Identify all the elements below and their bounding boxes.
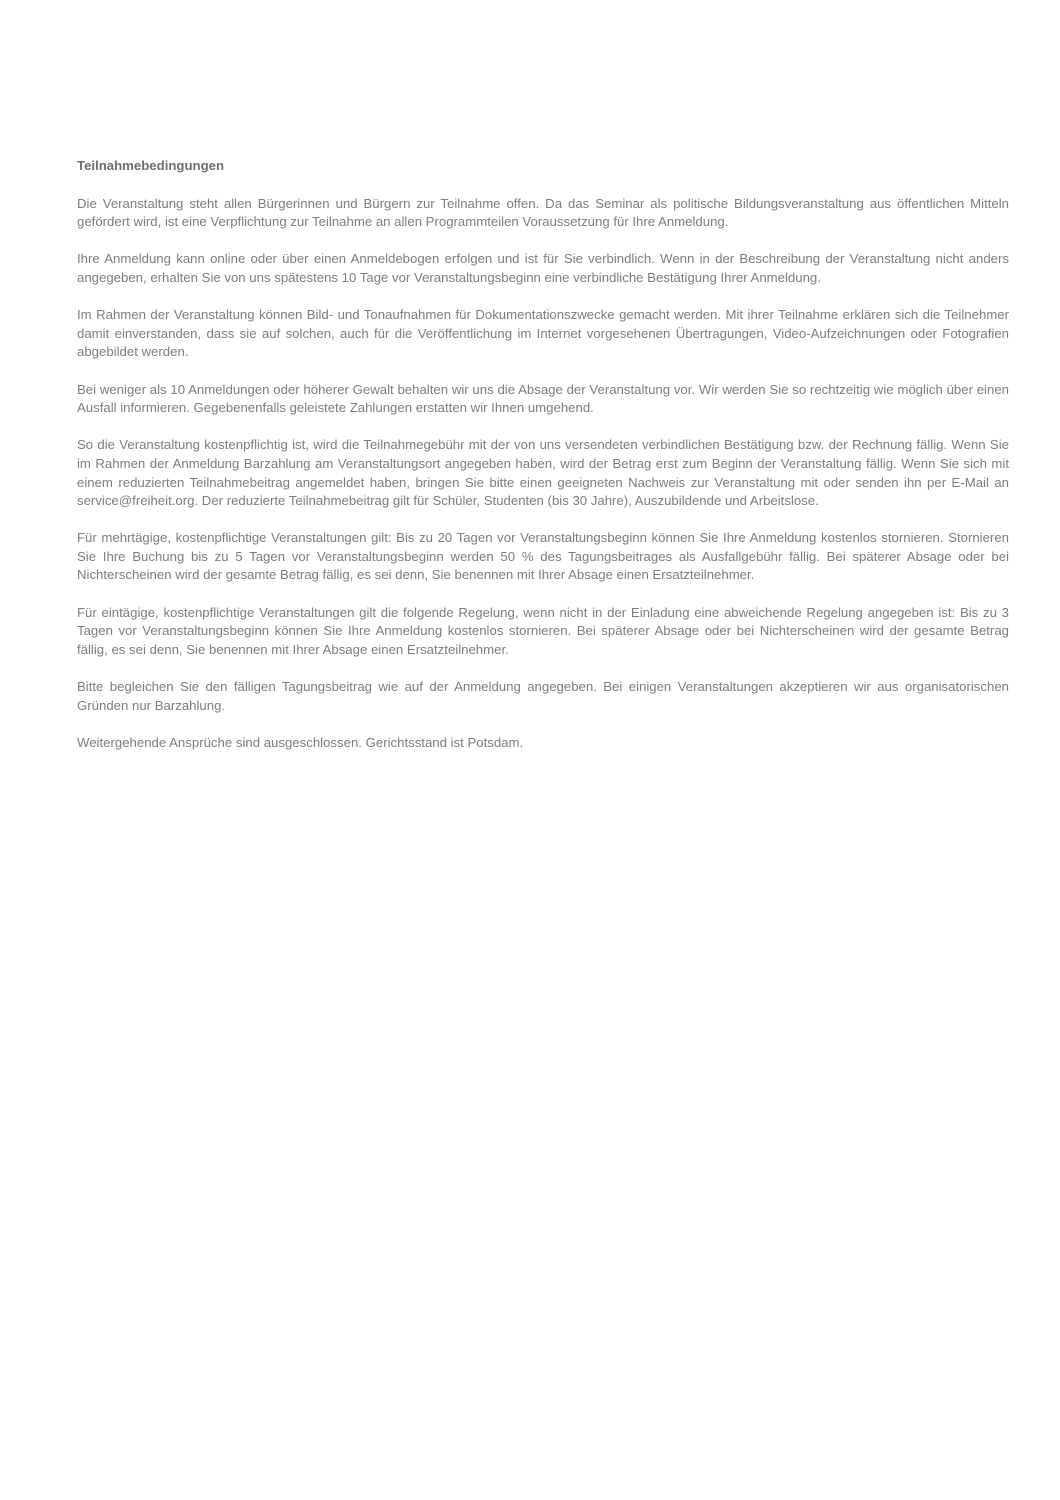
- document-body: [77, 157, 1009, 771]
- paragraph-participation: Die Veranstaltung steht allen Bürgerinnen und Bürgern zur Teilnahme offen. Da das Seminar als politische Bildungsveranstaltung aus öffentlichen Mitteln gefördert wird, ist eine Verpflichtung zur Teilnahme an allen Programmteilen Voraussetzung für Ihre Anmeldung.: [77, 195, 1009, 230]
- paragraph-cancellation-organizer: Bei weniger als 10 Anmeldungen oder höherer Gewalt behalten wir uns die Absage der Veranstaltung vor. Wir werden Sie so rechtzeitig wie möglich über einen Ausfall informieren. Gegebenenfalls geleistete Zahlungen erstatten wir Ihnen umgehend.: [77, 381, 1009, 416]
- document-heading: Teilnahmebedingungen: [77, 158, 225, 173]
- paragraph-jurisdiction: Weitergehende Ansprüche sind ausgeschlossen. Gerichtsstand ist Potsdam.: [77, 734, 524, 750]
- paragraph-multiday-cancellation: Für mehrtägige, kostenpflichtige Veranstaltungen gilt: Bis zu 20 Tagen vor Veranstaltungsbeginn können Sie Ihre Anmeldung kostenlos stornieren. Stornieren Sie Ihre Buchung bis zu 5 Tagen vor Veranstaltungsbeginn werden 50 % des Tagungsbeitrages als Ausfallgebühr fällig. Bei späterer Absage oder bei Nichterscheinen wird der gesamte Betrag fällig, es sei denn, Sie benennen mit Ihrer Absage einen Ersatzteilnehmer.: [77, 530, 1009, 583]
- paragraph-recordings: Im Rahmen der Veranstaltung können Bild- und Tonaufnahmen für Dokumentationszwecke gemacht werden. Mit ihrer Teilnahme erklären sich die Teilnehmer damit einverstanden, dass sie auf solchen, auch für die Veröffentlichung im Internet vorgesehenen Übertragungen, Video-Aufzeichnungen oder Fotografien abgebildet werden.: [77, 307, 1009, 360]
- paragraph-payment: Bitte begleichen Sie den fälligen Tagungsbeitrag wie auf der Anmeldung angegeben. Bei einigen Veranstaltungen akzeptieren wir aus organisatorischen Gründen nur Barzahlung.: [77, 679, 1009, 713]
- paragraph-registration: Ihre Anmeldung kann online oder über einen Anmeldebogen erfolgen und ist für Sie verbindlich. Wenn in der Beschreibung der Veranstaltung nicht anders angegeben, erhalten Sie von uns spätestens 10 Tage vor Veranstaltungsbeginn eine verbindliche Bestätigung Ihrer Anmeldung.: [77, 251, 1009, 285]
- paragraph-oneday-cancellation: Für eintägige, kostenpflichtige Veranstaltungen gilt die folgende Regelung, wenn nicht in der Einladung eine abweichende Regelung angegeben ist: Bis zu 3 Tagen vor Veranstaltungsbeginn können Sie Ihre Anmeldung kostenlos stornieren. Bei späterer Absage oder bei Nichterscheinen wird der gesamte Betrag fällig, es sei denn, Sie benennen mit Ihrer Absage einen Ersatzteilnehmer.: [77, 604, 1009, 657]
- paragraph-fees: So die Veranstaltung kostenpflichtig ist, wird die Teilnahmegebühr mit der von uns versendeten verbindlichen Bestätigung bzw. der Rechnung fällig. Wenn Sie im Rahmen der Anmeldung Barzahlung am Veranstaltungsort angegeben haben, wird der Betrag erst zum Beginn der Veranstaltung fällig. Wenn Sie sich mit einem reduzierten Teilnahmebeitrag angemeldet haben, bringen Sie bitte einen geeigneten Nachweis zur Veranstaltung mit oder senden ihn per E-Mail an service@freiheit.org. Der reduzierte Teilnahmebeitrag gilt für Schüler, Studenten (bis 30 Jahre), Auszubildende und Arbeitslose.: [77, 437, 1009, 509]
